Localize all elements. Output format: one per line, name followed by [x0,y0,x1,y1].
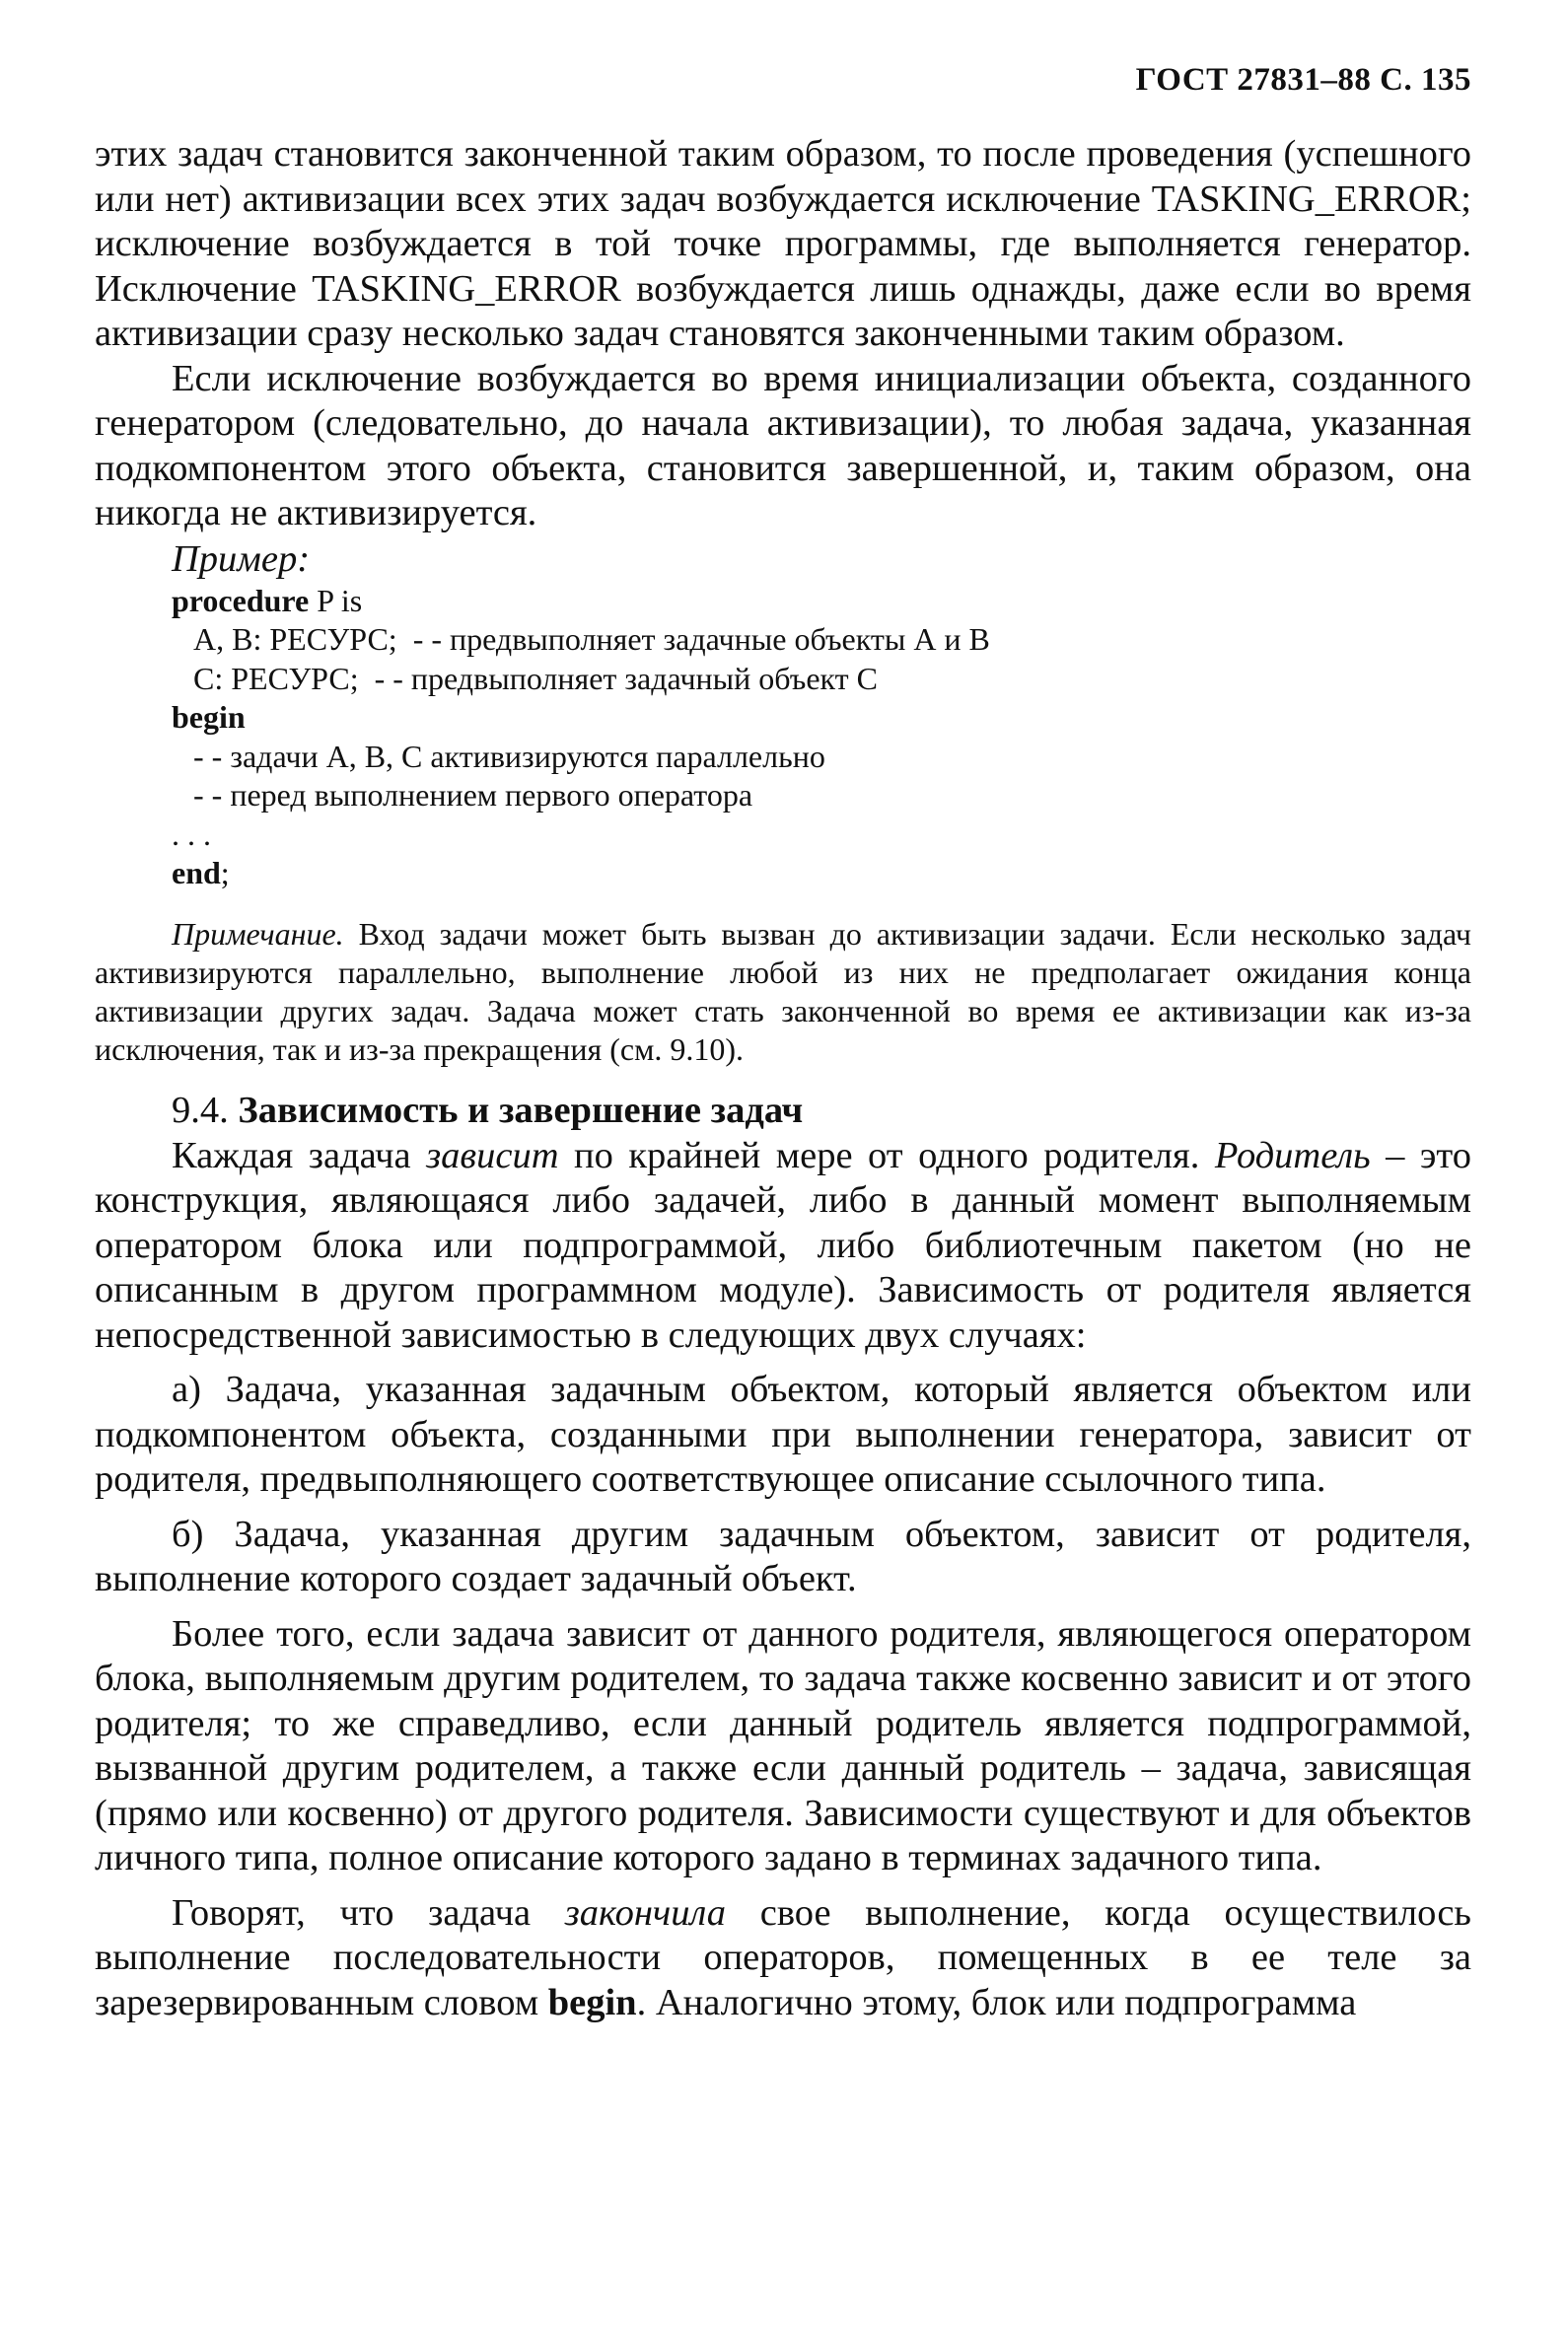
note-text: Вход задачи может быть вызван до активизации задачи. Если несколько задач активизируются параллельно, выполнение любой из них не предполагает ожидания конца активизации других задач. Задача может стать законченной во время ее активизации как из-за исключения, так и из-за прекращения (см. 9.10). [95,915,1471,1067]
paragraph-case-a: а) Задача, указанная задачным объектом, который является объектом или подкомпонентом объекта, созданными при выполнении генератора, зависит от родителя, предвыполняющего соответствующее описание ссылочного типа. [95,1369,1471,1500]
code-line-comment-before [172,776,1471,815]
paragraph-initialization-exception: Если исключение возбуждается во время инициализации объекта, созданного генератором (следовательно, до начала активизации), то любая задача, указанная подкомпонентом этого объекта, становится завершенной, и, таким образом, она никогда не активизируется. [95,357,1471,533]
code-line-ellipsis [172,815,1471,855]
code-text: ; [220,855,230,890]
paragraph-indirect-dependency: Более того, если задача зависит от данного родителя, являющегося оператором блока, выполняемым другим родителем, то задача также косвенно зависит и от этого родителя; то же справедливо, если данный родитель является подпрограммой, вызванной другим родителем, а также если данный родитель – задача, зависящая (прямо или косвенно) от другого родителя. Зависимости существуют и для объектов личного типа, полное описание которого задано в терминах задачного типа. [95,1612,1471,1878]
running-header: ГОСТ 27831–88 С. 135 [1135,62,1471,98]
code-text: - - задачи А, В, С активизируются параллельно [193,738,825,774]
code-line-comment-parallel [172,738,1471,777]
paragraph-tasking-error: этих задач становится законченной таким образом, то после проведения (успешного или нет) активизации всех этих задач возбуждается исключение TASKING_ERROR; исключение возбуждается в той точке программы, где выполняется генератор. Исключение TASKING_ERROR возбуждается лишь однажды, даже если во время активизации сразу несколько задач становятся законченными таким образом. [95,133,1471,354]
text-run: Говорят, что задача [172,1891,565,1934]
code-line-declare-ab [172,620,1471,660]
note-label: Примечание. [172,915,344,952]
code-text: - - перед выполнением первого оператора [193,777,753,813]
keyword-begin-inline: begin [547,1981,637,2023]
paragraph-dependency [95,1134,1471,1359]
code-line-end [172,854,1471,893]
term-depends: зависит [426,1134,559,1176]
paragraph-task-completed [95,1891,1471,2026]
keyword-end: end [172,855,221,890]
code-line-procedure [172,582,1471,621]
code-line-begin [172,698,1471,738]
text-run: – это конструкция, являющаяся либо задачей, либо в данный момент выполняемым оператором блока или подпрограммой, либо библиотечным пакетом (но не описанным в другом программном модуле). Зависимость от родителя является непосредственной зависимостью в следующих двух случаях: [95,1134,1472,1356]
paragraph-case-b: б) Задача, указанная другим задачным объектом, зависит от родителя, выполнение которого создает задачный объект. [95,1513,1471,1599]
code-text: P is [309,582,363,618]
code-example [172,582,1471,893]
text-run: свое выполнение, когда осуществилось выполнение последовательности операторов, помещенных в ее теле за зарезервированным словом [95,1891,1471,2023]
term-parent: Родитель [1214,1134,1371,1176]
code-text: . . . [172,815,211,852]
section-heading [172,1087,1471,1134]
keyword-begin: begin [172,699,246,735]
term-completed: закончила [564,1891,727,1934]
text-run: . Аналогично этому, блок или подпрограмма [636,1981,1357,2023]
note-paragraph [95,915,1471,1069]
code-line-declare-c [172,660,1471,699]
section-number: 9.4. [172,1089,239,1131]
example-label: Пример: [172,537,311,580]
code-text: А, В: РЕСУРС; - - предвыполняет задачные объекты А и В [193,621,990,657]
section-title: Зависимость и завершение задач [238,1089,804,1131]
keyword-procedure: procedure [172,582,310,618]
text-run: по крайней мере от одного родителя. [558,1134,1215,1176]
code-text: С: РЕСУРС; - - предвыполняет задачный объект С [193,660,878,696]
text-run: Каждая задача [172,1134,427,1176]
document-page [95,49,1471,2025]
